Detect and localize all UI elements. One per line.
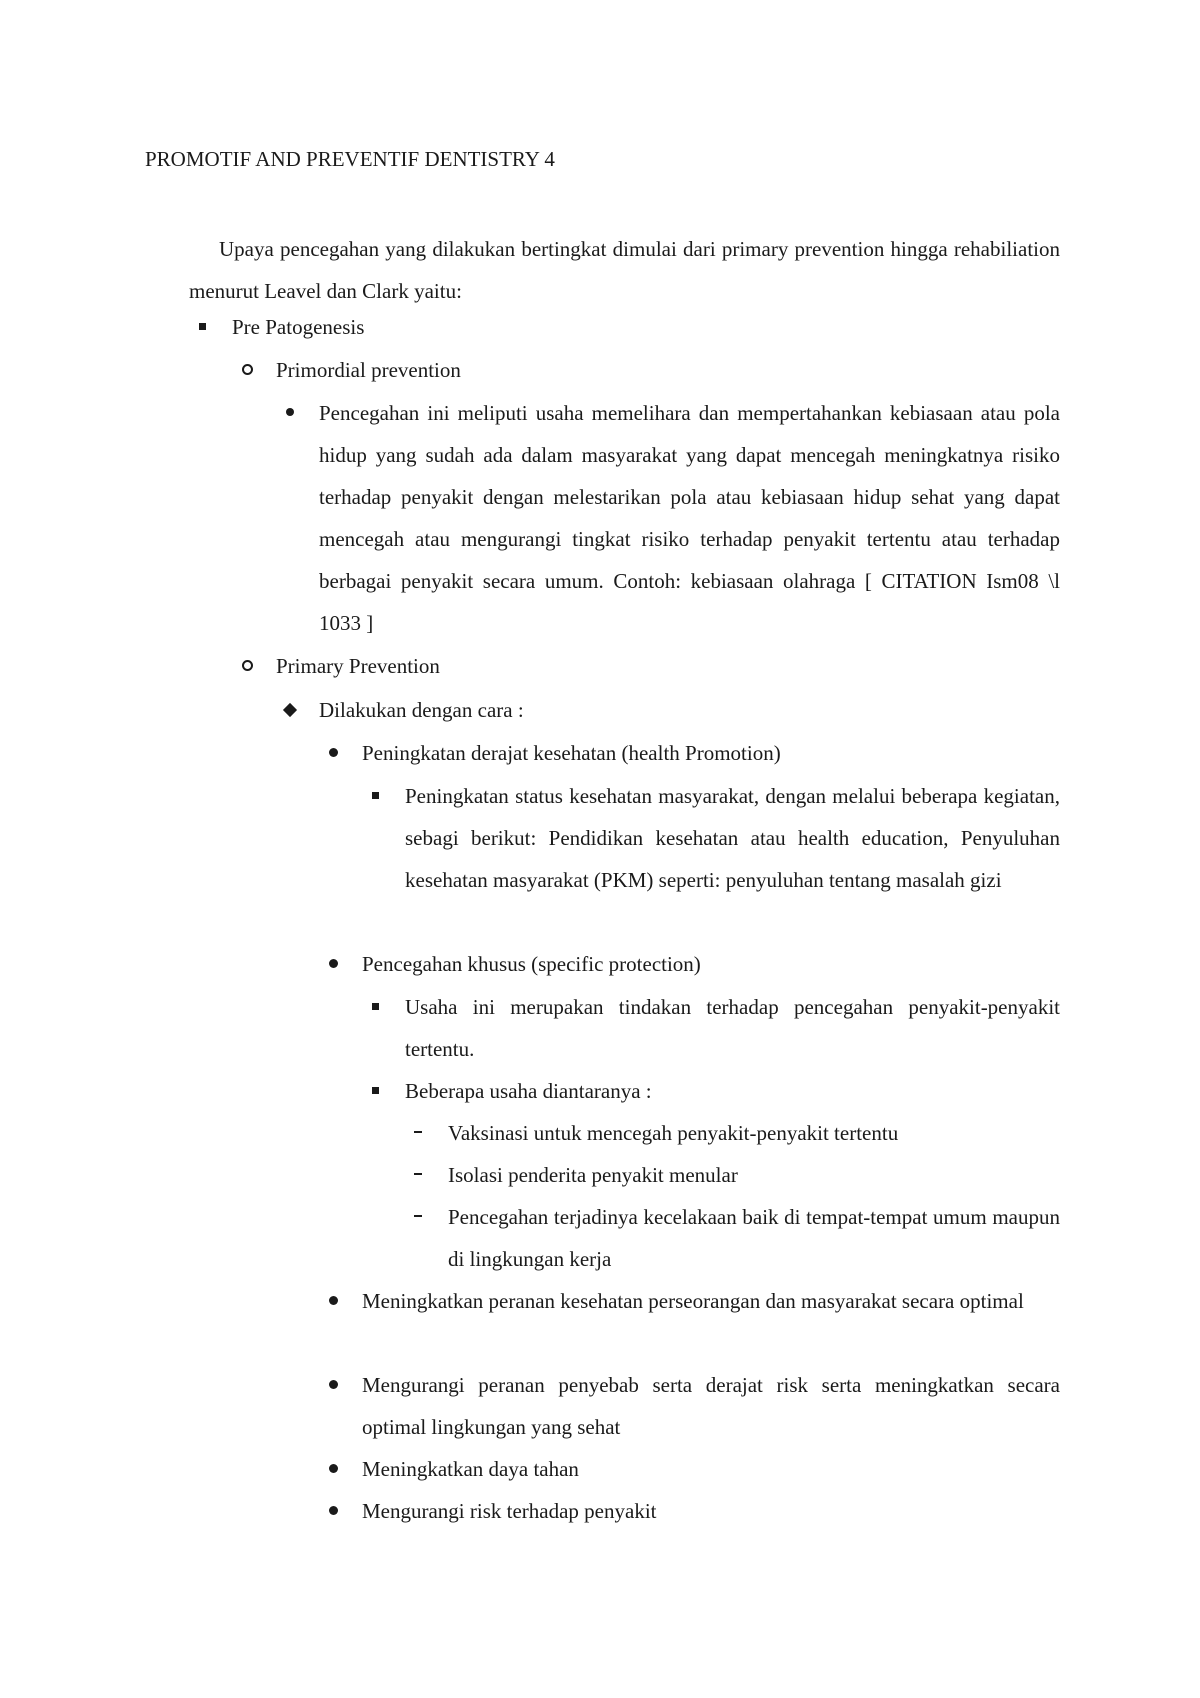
- list-item: Meningkatkan daya tahan: [362, 1457, 579, 1481]
- list-item: Pencegahan khusus (specific protection): [362, 952, 701, 976]
- dash-bullet-icon: [408, 1122, 428, 1142]
- document-title: PROMOTIF AND PREVENTIF DENTISTRY 4: [145, 147, 555, 171]
- square-bullet-icon: [365, 785, 385, 805]
- diamond-bullet-icon: [280, 700, 300, 720]
- list-item: Pencegahan terjadinya kecelakaan baik di tempat-tempat umum maupun di lingkungan kerja: [448, 1205, 1060, 1271]
- dot-bullet-icon: [323, 1500, 343, 1520]
- dot-bullet-icon: [323, 953, 343, 973]
- list-item: Meningkatkan peranan kesehatan perseorangan dan masyarakat secara optimal: [362, 1289, 1024, 1313]
- dot-bullet-icon: [323, 742, 343, 762]
- dash-bullet-icon: [408, 1206, 428, 1226]
- list-item: Vaksinasi untuk mencegah penyakit-penyakit tertentu: [448, 1121, 899, 1145]
- dot-bullet-icon: [323, 1458, 343, 1478]
- circle-bullet-icon: [237, 359, 257, 379]
- list-item: Mengurangi risk terhadap penyakit: [362, 1499, 657, 1523]
- list-item: Pre Patogenesis: [232, 315, 365, 339]
- intro-text: Upaya pencegahan yang dilakukan bertingkat dimulai dari primary prevention hingga rehabiliation menurut Leavel dan Clark yaitu:: [189, 237, 1060, 303]
- list-item: Mengurangi peranan penyebab serta derajat risk serta meningkatkan secara optimal lingkungan yang sehat: [362, 1373, 1060, 1439]
- list-item: Usaha ini merupakan tindakan terhadap pencegahan penyakit-penyakit tertentu.: [405, 995, 1060, 1061]
- dash-bullet-icon: [408, 1164, 428, 1184]
- dot-bullet-icon: [323, 1290, 343, 1310]
- circle-bullet-icon: [237, 655, 257, 675]
- list-item: Beberapa usaha diantaranya :: [405, 1079, 652, 1103]
- square-bullet-icon: [192, 316, 212, 336]
- list-item: Isolasi penderita penyakit menular: [448, 1163, 738, 1187]
- intro-paragraph: [189, 228, 1060, 312]
- list-item: Peningkatan derajat kesehatan (health Promotion): [362, 741, 781, 765]
- dot-bullet-icon: [323, 1374, 343, 1394]
- square-bullet-icon: [365, 1080, 385, 1100]
- square-bullet-icon: [365, 996, 385, 1016]
- list-item: Pencegahan ini meliputi usaha memelihara dan mempertahankan kebiasaan atau pola hidup yang sudah ada dalam masyarakat yang dapat mencegah meningkatnya risiko terhadap penyakit dengan melestarikan pola atau kebiasaan hidup sehat yang dapat mencegah atau mengurangi tingkat risiko terhadap penyakit tertentu atau terhadap berbagai penyakit secara umum. Contoh: kebiasaan olahraga [ CITATION Ism08 \l 1033 ]: [319, 401, 1060, 635]
- list-item: Primordial prevention: [276, 358, 461, 382]
- list-item: Dilakukan dengan cara :: [319, 698, 524, 722]
- list-item: Peningkatan status kesehatan masyarakat, dengan melalui beberapa kegiatan, sebagi berikut: Pendidikan kesehatan atau health education, Penyuluhan kesehatan masyarakat (PKM) seperti: penyuluhan tentang masalah gizi: [405, 784, 1060, 892]
- list-item: Primary Prevention: [276, 654, 440, 678]
- dot-bullet-icon: [280, 402, 300, 422]
